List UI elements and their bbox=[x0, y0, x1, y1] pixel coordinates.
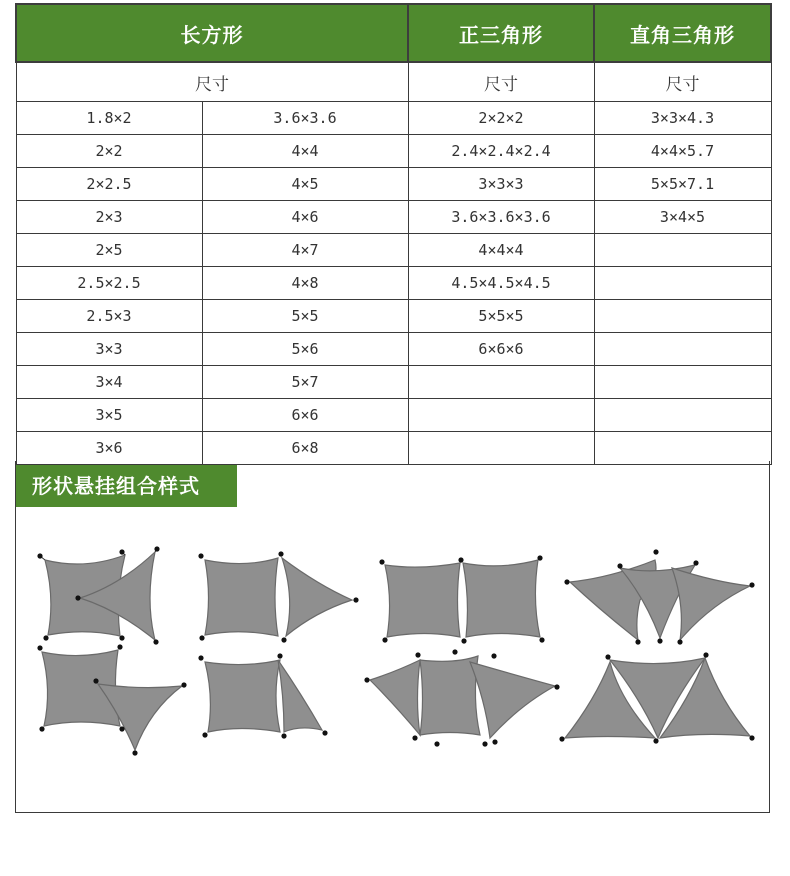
size-cell: 3.6×3.6 bbox=[202, 102, 408, 135]
size-cell: 5×5 bbox=[202, 300, 408, 333]
combo-three-triangles-top bbox=[564, 549, 754, 644]
size-cell: 2×2 bbox=[16, 135, 202, 168]
size-cell: 3×5 bbox=[16, 399, 202, 432]
header-right-triangle: 直角三角形 bbox=[594, 4, 771, 62]
size-cell: 4×4 bbox=[202, 135, 408, 168]
size-cell: 4.5×4.5×4.5 bbox=[408, 267, 594, 300]
size-cell: 3×4 bbox=[16, 366, 202, 399]
size-label-equilateral: 尺寸 bbox=[408, 62, 594, 102]
combo-two-squares bbox=[379, 555, 544, 643]
combo-square-triangle-4 bbox=[198, 653, 327, 738]
size-cell: 2×2×2 bbox=[408, 102, 594, 135]
header-equilateral-triangle: 正三角形 bbox=[408, 4, 594, 62]
combo-square-triangle-1 bbox=[37, 546, 159, 644]
size-cell: 3.6×3.6×3.6 bbox=[408, 201, 594, 234]
size-cell: 4×6 bbox=[202, 201, 408, 234]
size-cell: 5×6 bbox=[202, 333, 408, 366]
size-cell: 2.4×2.4×2.4 bbox=[408, 135, 594, 168]
size-cell: 5×5×5 bbox=[408, 300, 594, 333]
size-cell: 2.5×2.5 bbox=[16, 267, 202, 300]
size-cell: 2.5×3 bbox=[16, 300, 202, 333]
size-cell: 5×7 bbox=[202, 366, 408, 399]
size-cell: 3×6 bbox=[16, 432, 202, 465]
size-cell: 3×3×4.3 bbox=[594, 102, 771, 135]
size-cell: 4×4×5.7 bbox=[594, 135, 771, 168]
size-cell: 4×4×4 bbox=[408, 234, 594, 267]
size-cell: 2×5 bbox=[16, 234, 202, 267]
header-rectangle: 长方形 bbox=[16, 4, 408, 62]
size-cell: 6×6 bbox=[202, 399, 408, 432]
combo-square-triangle-3 bbox=[37, 644, 186, 755]
size-cell: 3×3 bbox=[16, 333, 202, 366]
size-cell: 6×8 bbox=[202, 432, 408, 465]
size-cell: 1.8×2 bbox=[16, 102, 202, 135]
section-title: 形状悬挂组合样式 bbox=[16, 465, 237, 507]
size-label-right: 尺寸 bbox=[594, 62, 771, 102]
size-cell: 2×3 bbox=[16, 201, 202, 234]
size-cell: 6×6×6 bbox=[408, 333, 594, 366]
combo-square-triangle-2 bbox=[198, 551, 358, 642]
size-cell: 5×5×7.1 bbox=[594, 168, 771, 201]
size-cell: 2×2.5 bbox=[16, 168, 202, 201]
size-cell: 4×8 bbox=[202, 267, 408, 300]
size-label-rectangle: 尺寸 bbox=[16, 62, 408, 102]
size-cell: 4×7 bbox=[202, 234, 408, 267]
combo-three-triangles-bottom bbox=[559, 652, 754, 743]
size-cell: 4×5 bbox=[202, 168, 408, 201]
combo-squares-triangles bbox=[364, 649, 559, 746]
size-cell: 3×4×5 bbox=[594, 201, 771, 234]
size-cell: 3×3×3 bbox=[408, 168, 594, 201]
